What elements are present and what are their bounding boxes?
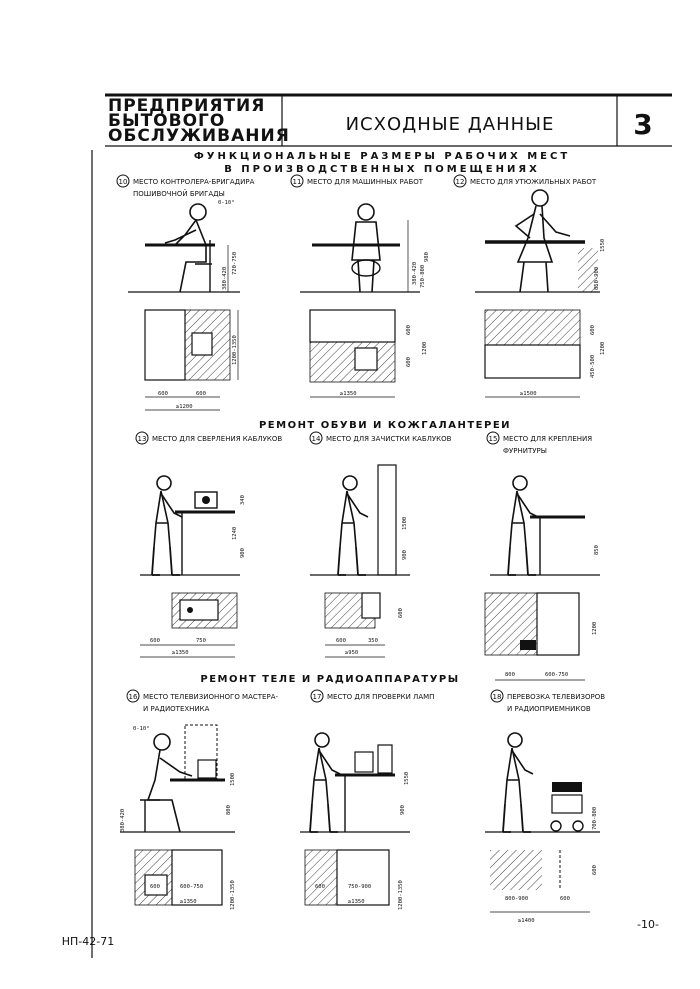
workplace-caption-line-2: И РАДИОТЕХНИКА <box>143 705 210 713</box>
workplace-caption-line-2: И РАДИОПРИЕМНИКОВ <box>507 705 591 713</box>
plan-view <box>305 850 389 905</box>
title-block <box>105 95 672 146</box>
dimension: 380-420 <box>412 261 418 285</box>
dimension: 800-900 <box>505 896 529 902</box>
section-number: 3 <box>633 108 653 141</box>
dimension: 600 <box>150 884 160 890</box>
dimension: 1200 <box>600 341 606 355</box>
dimension: 750 <box>196 638 206 644</box>
dimension: 700-800 <box>592 806 598 830</box>
elevation-standing-figure <box>140 476 240 575</box>
dimension: 600-750 <box>545 672 569 678</box>
dimension: 1550 <box>404 771 410 785</box>
workplace-16 <box>120 690 278 910</box>
workplace-14 <box>310 432 452 657</box>
plan-view <box>140 593 237 657</box>
section-title-tv-radio-repair: РЕМОНТ ТЕЛЕ И РАДИОАППАРАТУРЫ <box>200 674 460 685</box>
dimension: 380-420 <box>120 808 126 832</box>
dimension: 1200 <box>422 341 428 355</box>
dimension: 900 <box>402 550 408 560</box>
workplace-17 <box>300 690 434 910</box>
dimension: 1200-1350 <box>398 880 404 910</box>
dimension: 750-900 <box>348 884 372 890</box>
workplace-15 <box>485 432 600 680</box>
dimension: ≥1350 <box>340 391 357 397</box>
elevation-standing-figure <box>310 465 410 575</box>
plan-view <box>325 593 385 657</box>
elevation-seated-figure <box>120 725 235 832</box>
elevation-standing-figure <box>485 733 600 832</box>
workplace-13 <box>136 432 282 657</box>
dimension: 600 <box>590 325 596 335</box>
dimension: 600 <box>406 325 412 335</box>
dimension: 1200-1350 <box>230 880 236 910</box>
dimension: 600 <box>158 391 168 397</box>
dimension: 1200 <box>592 621 598 635</box>
dimension: 850 <box>594 545 600 555</box>
workplace-18 <box>485 690 605 924</box>
workplace-caption-line-1: МЕСТО ДЛЯ МАШИННЫХ РАБОТ <box>307 178 424 186</box>
dimension: 980 <box>424 252 430 262</box>
plan-view <box>485 593 585 680</box>
org-title-line-1: ПРЕДПРИЯТИЯ <box>108 96 266 116</box>
dimension: 720-750 <box>232 251 238 275</box>
dimension: 600 <box>196 391 206 397</box>
dimension: 0-10° <box>133 726 150 732</box>
workplace-caption-line-2: ФУРНИТУРЫ <box>503 447 547 455</box>
elevation-standing-figure <box>490 476 600 575</box>
section-title-shoe-repair: РЕМОНТ ОБУВИ И КОЖГАЛАНТЕРЕИ <box>258 420 512 431</box>
workplace-caption-line-1: МЕСТО КОНТРОЛЕРА-БРИГАДИРА <box>133 178 255 186</box>
dimension: ≥1500 <box>520 391 537 397</box>
section-title: ИСХОДНЫЕ ДАННЫЕ <box>345 114 555 135</box>
org-title-line-2: БЫТОВОГО <box>108 111 226 131</box>
workplace-caption-line-1: ПЕРЕВОЗКА ТЕЛЕВИЗОРОВ <box>507 693 606 701</box>
workplace-number: 10 <box>118 178 128 186</box>
dimension: 600 <box>560 896 570 902</box>
dimension: 600 <box>592 865 598 875</box>
workplace-12 <box>454 175 606 397</box>
dimension: 340 <box>240 495 246 505</box>
workplace-number: 12 <box>455 178 465 186</box>
dimension: 600 <box>406 357 412 367</box>
dimension: 350 <box>368 638 378 644</box>
dimension: ≥1350 <box>172 650 189 656</box>
workplace-11 <box>291 175 430 397</box>
elevation-seated-figure <box>300 204 420 292</box>
dimension: 800 <box>505 672 515 678</box>
elevation-standing-figure <box>475 190 600 292</box>
dimension: 900 <box>400 805 406 815</box>
plan-view <box>135 850 222 905</box>
dimension: ≥1200 <box>176 404 193 410</box>
dimension: 1500 <box>230 772 236 786</box>
workplace-number: 14 <box>311 435 321 443</box>
dimension: 1550 <box>600 238 606 252</box>
dimension: 850-900 <box>594 266 600 290</box>
workplace-caption-line-1: МЕСТО ТЕЛЕВИЗИОННОГО МАСТЕРА- <box>143 693 279 701</box>
dimension: 1200-1350 <box>232 335 238 365</box>
workplace-number: 11 <box>292 178 302 186</box>
main-title-line-2: В ПРОИЗВОДСТВЕННЫХ ПОМЕЩЕНИЯХ <box>224 164 540 175</box>
workplace-10 <box>117 175 255 410</box>
dimension: 750-800 <box>420 264 426 288</box>
dimension: ≥1350 <box>180 899 197 905</box>
dimension: 0-10° <box>218 200 235 206</box>
workplace-caption-line-1: МЕСТО ДЛЯ ЗАЧИСТКИ КАБЛУКОВ <box>326 435 452 443</box>
plan-view <box>490 850 590 912</box>
dimension: 800 <box>226 805 232 815</box>
dimension: ≥1350 <box>348 899 365 905</box>
workplace-number: 15 <box>488 435 498 443</box>
workplace-number: 17 <box>312 693 322 701</box>
dimension: 600 <box>398 608 404 618</box>
workplace-caption-line-1: МЕСТО ДЛЯ УТЮЖИЛЬНЫХ РАБОТ <box>470 178 597 186</box>
dimension: 600 <box>150 638 160 644</box>
org-title-line-3: ОБСЛУЖИВАНИЯ <box>108 126 290 146</box>
dimension: 1240 <box>232 526 238 540</box>
document-code: НП-42-71 <box>61 935 115 948</box>
main-title-line-1: ФУНКЦИОНАЛЬНЫЕ РАЗМЕРЫ РАБОЧИХ МЕСТ <box>193 151 571 162</box>
elevation-standing-figure <box>300 733 410 832</box>
plan-view <box>485 310 580 397</box>
dimension: 600 <box>315 884 325 890</box>
dimension: ≥1400 <box>518 918 535 924</box>
dimension: 450-500 <box>590 354 596 378</box>
dimension: 900 <box>240 548 246 558</box>
dimension: 600 <box>336 638 346 644</box>
workplace-number: 18 <box>492 693 502 701</box>
workplace-caption-line-2: ПОШИВОЧНОЙ БРИГАДЫ <box>133 190 225 198</box>
dimension: 1500 <box>402 516 408 530</box>
workplace-caption-line-1: МЕСТО ДЛЯ ПРОВЕРКИ ЛАМП <box>327 693 435 701</box>
page-number: -10- <box>637 918 659 931</box>
workplace-caption-line-1: МЕСТО ДЛЯ КРЕПЛЕНИЯ <box>503 435 593 443</box>
dimension: 380-420 <box>222 266 228 290</box>
workplace-number: 13 <box>137 435 147 443</box>
dimension: ≥950 <box>345 650 359 656</box>
dimension: 600-750 <box>180 884 204 890</box>
plan-view <box>310 310 395 397</box>
workplace-caption-line-1: МЕСТО ДЛЯ СВЕРЛЕНИЯ КАБЛУКОВ <box>152 435 283 443</box>
workplace-number: 16 <box>128 693 138 701</box>
